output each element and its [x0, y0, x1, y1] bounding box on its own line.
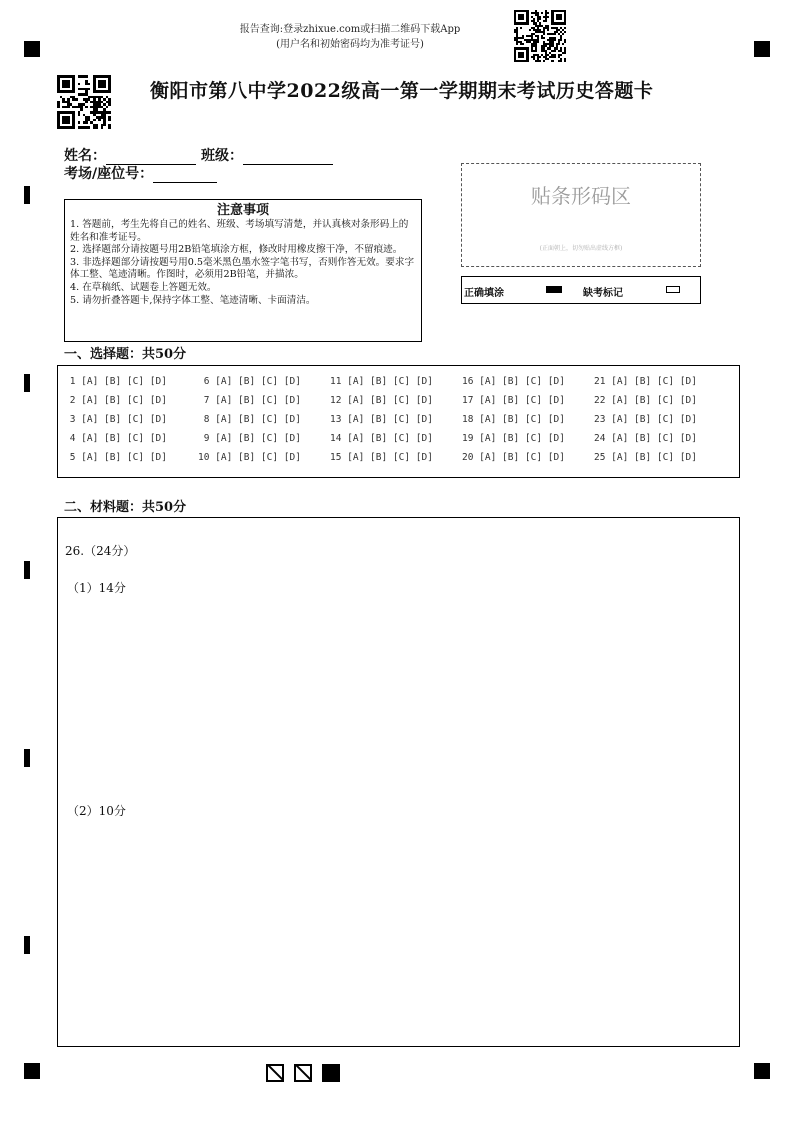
class-field[interactable] [201, 145, 333, 165]
qr-code-icon [57, 75, 111, 129]
timing-mark-icon [24, 749, 30, 767]
absent-label: 缺考标记 [583, 288, 623, 299]
question-number: 25 [594, 452, 612, 463]
header-note-line1: 报告查询:登录zhixue.com或扫描二维码下载App [239, 24, 461, 35]
corner-marker-icon [754, 41, 770, 57]
choice-question-24[interactable] [594, 433, 697, 444]
option-bubbles[interactable]: [A] [B] [C] [D] [81, 433, 167, 444]
question-number: 12 [330, 395, 348, 406]
seat-field[interactable] [64, 163, 217, 183]
option-bubbles[interactable]: [A] [B] [C] [D] [347, 414, 433, 425]
seat-label: 考场/座位号： [64, 166, 154, 182]
option-bubbles[interactable]: [A] [B] [C] [D] [611, 433, 697, 444]
option-bubbles[interactable]: [A] [B] [C] [D] [479, 433, 565, 444]
section2-title: 二、材料题：共50分 [64, 500, 187, 515]
crossed-box-icon [266, 1064, 284, 1082]
choice-question-2[interactable] [64, 395, 167, 406]
choice-question-17[interactable] [462, 395, 565, 406]
option-bubbles[interactable]: [A] [B] [C] [D] [479, 414, 565, 425]
option-bubbles[interactable]: [A] [B] [C] [D] [347, 433, 433, 444]
choice-question-23[interactable] [594, 414, 697, 425]
option-bubbles[interactable]: [A] [B] [C] [D] [215, 395, 301, 406]
question-number: 14 [330, 433, 348, 444]
question-number: 1 [64, 376, 82, 387]
choice-question-4[interactable] [64, 433, 167, 444]
timing-mark-icon [24, 186, 30, 204]
option-bubbles[interactable]: [A] [B] [C] [D] [479, 452, 565, 463]
option-bubbles[interactable]: [A] [B] [C] [D] [215, 452, 301, 463]
notice-item: 1. 答题前，考生先将自己的姓名、班级、考场填写清楚，并认真核对条形码上的姓名和准考证号。 [70, 219, 409, 243]
question-26-part2: （2）10分 [67, 804, 126, 818]
option-bubbles[interactable]: [A] [B] [C] [D] [215, 376, 301, 387]
option-bubbles[interactable]: [A] [B] [C] [D] [479, 395, 565, 406]
question-number: 7 [198, 395, 216, 406]
choice-question-13[interactable] [330, 414, 433, 425]
choice-question-5[interactable] [64, 452, 167, 463]
page-title: 衡阳市第八中学2022级高一第一学期期末考试历史答题卡 [150, 80, 654, 102]
choice-question-6[interactable] [198, 376, 301, 387]
class-underline[interactable] [243, 150, 333, 165]
question-26-title: 26.（24分） [65, 544, 136, 558]
question-number: 6 [198, 376, 216, 387]
crossed-box-icon [294, 1064, 312, 1082]
question-number: 11 [330, 376, 348, 387]
notice-item: 5. 请勿折叠答题卡,保持字体工整、笔迹清晰、卡面清洁。 [70, 294, 316, 306]
fill-legend [461, 276, 701, 304]
option-bubbles[interactable]: [A] [B] [C] [D] [611, 376, 697, 387]
question-number: 21 [594, 376, 612, 387]
choice-question-8[interactable] [198, 414, 301, 425]
notice-item: 4. 在草稿纸、试题卷上答题无效。 [70, 281, 217, 293]
question-number: 24 [594, 433, 612, 444]
question-number: 18 [462, 414, 480, 425]
option-bubbles[interactable]: [A] [B] [C] [D] [347, 395, 433, 406]
question-number: 8 [198, 414, 216, 425]
notice-item: 3. 非选择题部分请按题号用0.5毫米黑色墨水签字笔书写，否则作答无效。要求字体工整、笔迹清晰。作图时，必须用2B铅笔，并描浓。 [70, 256, 415, 281]
question-number: 23 [594, 414, 612, 425]
timing-mark-icon [24, 374, 30, 392]
choice-question-20[interactable] [462, 452, 565, 463]
timing-mark-icon [24, 561, 30, 579]
option-bubbles[interactable]: [A] [B] [C] [D] [347, 376, 433, 387]
choice-question-25[interactable] [594, 452, 697, 463]
choice-question-21[interactable] [594, 376, 697, 387]
question-26-part1: （1）14分 [67, 581, 126, 595]
option-bubbles[interactable]: [A] [B] [C] [D] [611, 414, 697, 425]
choice-question-16[interactable] [462, 376, 565, 387]
choice-question-1[interactable] [64, 376, 167, 387]
absent-mark-box[interactable] [666, 286, 680, 293]
option-bubbles[interactable]: [A] [B] [C] [D] [347, 452, 433, 463]
qr-code-icon [514, 10, 566, 62]
filled-box-icon [322, 1064, 340, 1082]
choice-answer-box [57, 365, 740, 478]
option-bubbles[interactable]: [A] [B] [C] [D] [611, 395, 697, 406]
option-bubbles[interactable]: [A] [B] [C] [D] [81, 452, 167, 463]
question-number: 16 [462, 376, 480, 387]
answer-area[interactable] [57, 517, 740, 1047]
question-number: 10 [198, 452, 216, 463]
choice-question-19[interactable] [462, 433, 565, 444]
header-note-line2: (用户名和初始密码均为准考证号) [276, 39, 424, 50]
correct-fill-label: 正确填涂 [464, 288, 504, 299]
name-field[interactable] [64, 145, 196, 165]
question-number: 17 [462, 395, 480, 406]
section1-title: 一、选择题：共50分 [64, 347, 187, 362]
option-bubbles[interactable]: [A] [B] [C] [D] [479, 376, 565, 387]
option-bubbles[interactable]: [A] [B] [C] [D] [81, 395, 167, 406]
choice-question-11[interactable] [330, 376, 433, 387]
barcode-title: 贴条形码区 [531, 184, 631, 208]
class-label: 班级： [201, 148, 243, 164]
barcode-subtitle: (正面朝上，切勿贴出虚线方框) [539, 245, 623, 252]
name-label: 姓名： [64, 148, 106, 164]
question-number: 19 [462, 433, 480, 444]
question-number: 2 [64, 395, 82, 406]
choice-question-9[interactable] [198, 433, 301, 444]
question-number: 20 [462, 452, 480, 463]
notice-item: 2. 选择题部分请按题号用2B铅笔填涂方框，修改时用橡皮擦干净，不留痕迹。 [70, 244, 403, 256]
choice-question-3[interactable] [64, 414, 167, 425]
corner-marker-icon [754, 1063, 770, 1079]
timing-mark-icon [24, 936, 30, 954]
option-bubbles[interactable]: [A] [B] [C] [D] [611, 452, 697, 463]
choice-question-7[interactable] [198, 395, 301, 406]
barcode-area [461, 163, 701, 267]
corner-marker-icon [24, 41, 40, 57]
choice-question-18[interactable] [462, 414, 565, 425]
filled-box-icon [546, 286, 562, 293]
option-bubbles[interactable]: [A] [B] [C] [D] [81, 414, 167, 425]
choice-question-14[interactable] [330, 433, 433, 444]
notice-title: 注意事项 [216, 203, 269, 218]
header-note [200, 22, 500, 52]
corner-marker-icon [24, 1063, 40, 1079]
question-number: 3 [64, 414, 82, 425]
choice-question-10[interactable] [198, 452, 301, 463]
question-number: 22 [594, 395, 612, 406]
option-bubbles[interactable]: [A] [B] [C] [D] [215, 433, 301, 444]
choice-question-15[interactable] [330, 452, 433, 463]
option-bubbles[interactable]: [A] [B] [C] [D] [81, 376, 167, 387]
seat-underline[interactable] [153, 168, 217, 183]
notice-box [64, 199, 422, 342]
question-number: 4 [64, 433, 82, 444]
question-number: 5 [64, 452, 82, 463]
choice-question-12[interactable] [330, 395, 433, 406]
question-number: 9 [198, 433, 216, 444]
question-number: 13 [330, 414, 348, 425]
choice-question-22[interactable] [594, 395, 697, 406]
question-number: 15 [330, 452, 348, 463]
option-bubbles[interactable]: [A] [B] [C] [D] [215, 414, 301, 425]
